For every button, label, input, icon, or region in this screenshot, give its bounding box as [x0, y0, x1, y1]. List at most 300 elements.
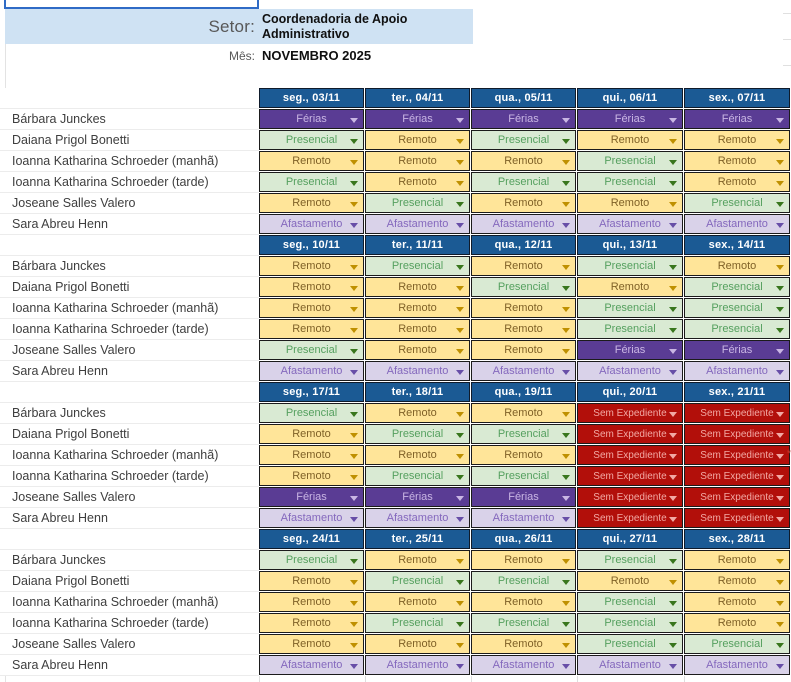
status-cell[interactable] [684, 214, 790, 234]
dropdown-arrow-icon[interactable] [456, 286, 464, 291]
status-cell[interactable] [471, 655, 576, 675]
day-header-cell[interactable] [684, 529, 790, 549]
day-header-cell[interactable] [259, 88, 364, 108]
status-cell[interactable] [577, 403, 683, 423]
status-cell[interactable] [259, 592, 364, 612]
status-label: Remoto [504, 638, 543, 650]
status-cell[interactable] [259, 319, 364, 339]
dropdown-arrow-icon[interactable] [776, 118, 784, 123]
status-cell[interactable] [684, 571, 790, 591]
status-cell[interactable] [365, 424, 470, 444]
person-name-cell[interactable] [0, 445, 259, 466]
status-cell[interactable] [684, 550, 790, 570]
person-name-cell[interactable] [0, 361, 259, 382]
status-cell[interactable] [577, 109, 683, 129]
dropdown-arrow-icon[interactable] [776, 643, 784, 648]
status-cell[interactable] [471, 592, 576, 612]
status-cell[interactable] [471, 445, 576, 465]
dropdown-arrow-icon[interactable] [669, 580, 677, 585]
status-cell[interactable] [365, 277, 470, 297]
status-label: Presencial [711, 197, 763, 209]
dropdown-arrow-icon[interactable] [669, 475, 677, 480]
dropdown-arrow-icon[interactable] [669, 118, 677, 123]
status-cell[interactable] [365, 172, 470, 192]
schedule-row [0, 424, 791, 445]
day-header-cell[interactable] [471, 235, 576, 255]
status-cell[interactable] [577, 151, 683, 171]
status-cell[interactable] [365, 592, 470, 612]
schedule-row [0, 592, 791, 613]
dropdown-arrow-icon[interactable] [562, 160, 570, 165]
status-cell[interactable] [684, 445, 790, 465]
dropdown-arrow-icon[interactable] [776, 139, 784, 144]
dropdown-arrow-icon[interactable] [669, 202, 677, 207]
dropdown-arrow-icon[interactable] [350, 580, 358, 585]
dropdown-arrow-icon[interactable] [669, 223, 677, 228]
schedule-row [0, 172, 791, 193]
dropdown-arrow-icon[interactable] [669, 265, 677, 270]
status-cell[interactable] [577, 445, 683, 465]
person-name-cell[interactable] [0, 487, 259, 508]
dropdown-arrow-icon[interactable] [776, 454, 784, 459]
dropdown-arrow-icon[interactable] [776, 475, 784, 480]
status-cell[interactable] [471, 151, 576, 171]
dropdown-arrow-icon[interactable] [669, 643, 677, 648]
dropdown-arrow-icon[interactable] [562, 622, 570, 627]
status-cell[interactable] [684, 193, 790, 213]
status-label: Remoto [292, 428, 331, 440]
dropdown-arrow-icon[interactable] [562, 349, 570, 354]
status-cell[interactable] [471, 340, 576, 360]
dropdown-arrow-icon[interactable] [456, 349, 464, 354]
status-cell[interactable] [684, 613, 790, 633]
person-name-cell[interactable] [0, 214, 259, 235]
status-cell[interactable] [471, 550, 576, 570]
person-name-cell[interactable] [0, 424, 259, 445]
dropdown-arrow-icon[interactable] [776, 223, 784, 228]
status-cell[interactable] [471, 214, 576, 234]
dropdown-arrow-icon[interactable] [669, 349, 677, 354]
status-cell[interactable] [684, 487, 790, 507]
dropdown-arrow-icon[interactable] [350, 202, 358, 207]
dropdown-arrow-icon[interactable] [776, 202, 784, 207]
dropdown-arrow-icon[interactable] [669, 496, 677, 501]
dropdown-arrow-icon[interactable] [776, 559, 784, 564]
dropdown-arrow-icon[interactable] [350, 517, 358, 522]
dropdown-arrow-icon[interactable] [562, 118, 570, 123]
dropdown-arrow-icon[interactable] [456, 517, 464, 522]
status-cell[interactable] [684, 403, 790, 423]
status-cell[interactable] [259, 571, 364, 591]
status-cell[interactable] [684, 130, 790, 150]
dropdown-arrow-icon[interactable] [456, 580, 464, 585]
day-header-cell[interactable] [259, 235, 364, 255]
dropdown-arrow-icon[interactable] [776, 181, 784, 186]
day-header-cell[interactable] [471, 529, 576, 549]
status-cell[interactable] [577, 424, 683, 444]
day-header-cell[interactable] [365, 235, 470, 255]
dropdown-arrow-icon[interactable] [562, 328, 570, 333]
status-cell[interactable] [365, 571, 470, 591]
dropdown-arrow-icon[interactable] [456, 265, 464, 270]
dropdown-arrow-icon[interactable] [562, 475, 570, 480]
dropdown-arrow-icon[interactable] [562, 454, 570, 459]
day-header-cell[interactable] [259, 382, 364, 402]
status-cell[interactable] [259, 424, 364, 444]
status-cell[interactable] [471, 109, 576, 129]
dropdown-arrow-icon[interactable] [669, 454, 677, 459]
dropdown-arrow-icon[interactable] [456, 559, 464, 564]
dropdown-arrow-icon[interactable] [776, 412, 784, 417]
status-cell[interactable] [471, 424, 576, 444]
status-cell[interactable] [577, 214, 683, 234]
dropdown-arrow-icon[interactable] [350, 496, 358, 501]
status-cell[interactable] [471, 130, 576, 150]
dropdown-arrow-icon[interactable] [456, 160, 464, 165]
person-name-cell[interactable] [0, 592, 259, 613]
status-cell[interactable] [259, 403, 364, 423]
person-name-cell[interactable] [0, 550, 259, 571]
dropdown-arrow-icon[interactable] [776, 370, 784, 375]
status-cell[interactable] [259, 361, 364, 381]
day-header-cell[interactable] [577, 529, 683, 549]
dropdown-arrow-icon[interactable] [350, 307, 358, 312]
status-cell[interactable] [577, 172, 683, 192]
status-label: Presencial [711, 323, 763, 335]
status-cell[interactable] [259, 634, 364, 654]
status-cell[interactable] [365, 193, 470, 213]
dropdown-arrow-icon[interactable] [562, 265, 570, 270]
status-cell[interactable] [577, 319, 683, 339]
status-cell[interactable] [365, 340, 470, 360]
dropdown-arrow-icon[interactable] [562, 643, 570, 648]
dropdown-arrow-icon[interactable] [669, 286, 677, 291]
day-header-cell[interactable] [684, 382, 790, 402]
status-cell[interactable] [365, 298, 470, 318]
status-cell[interactable] [259, 277, 364, 297]
status-cell[interactable] [365, 466, 470, 486]
dropdown-arrow-icon[interactable] [350, 160, 358, 165]
status-cell[interactable] [684, 298, 790, 318]
dropdown-arrow-icon[interactable] [350, 643, 358, 648]
status-cell[interactable] [259, 655, 364, 675]
status-cell[interactable] [471, 487, 576, 507]
person-name-cell[interactable] [0, 319, 259, 340]
status-cell[interactable] [259, 298, 364, 318]
status-cell[interactable] [471, 403, 576, 423]
person-name: Sara Abreu Henn [12, 511, 108, 525]
status-cell[interactable] [577, 277, 683, 297]
dropdown-arrow-icon[interactable] [562, 223, 570, 228]
dropdown-arrow-icon[interactable] [776, 328, 784, 333]
status-cell[interactable] [577, 340, 683, 360]
dropdown-arrow-icon[interactable] [776, 580, 784, 585]
dropdown-arrow-icon[interactable] [562, 202, 570, 207]
status-cell[interactable] [365, 319, 470, 339]
status-cell[interactable] [259, 508, 364, 528]
day-header-cell[interactable] [471, 382, 576, 402]
dropdown-arrow-icon[interactable] [350, 433, 358, 438]
dropdown-arrow-icon[interactable] [350, 286, 358, 291]
dropdown-arrow-icon[interactable] [350, 349, 358, 354]
status-cell[interactable] [577, 550, 683, 570]
person-name-cell[interactable] [0, 151, 259, 172]
dropdown-arrow-icon[interactable] [456, 223, 464, 228]
schedule-row [0, 340, 791, 361]
status-label: Remoto [717, 134, 757, 146]
person-name-cell[interactable] [0, 256, 259, 277]
dropdown-arrow-icon[interactable] [456, 328, 464, 333]
dropdown-arrow-icon[interactable] [350, 664, 358, 669]
dropdown-arrow-icon[interactable] [456, 118, 464, 123]
dropdown-arrow-icon[interactable] [350, 412, 358, 417]
dropdown-arrow-icon[interactable] [456, 601, 464, 606]
dropdown-arrow-icon[interactable] [350, 328, 358, 333]
status-cell[interactable] [365, 634, 470, 654]
dropdown-arrow-icon[interactable] [350, 118, 358, 123]
person-name-cell[interactable] [0, 655, 259, 676]
status-cell[interactable] [365, 445, 470, 465]
status-cell[interactable] [684, 634, 790, 654]
dropdown-arrow-icon[interactable] [669, 370, 677, 375]
dropdown-arrow-icon[interactable] [562, 664, 570, 669]
dropdown-arrow-icon[interactable] [456, 622, 464, 627]
dropdown-arrow-icon[interactable] [350, 475, 358, 480]
status-cell[interactable] [684, 424, 790, 444]
status-cell[interactable] [365, 508, 470, 528]
day-header-cell[interactable] [577, 382, 683, 402]
status-label: Afastamento [706, 659, 768, 671]
dropdown-arrow-icon[interactable] [669, 664, 677, 669]
status-cell[interactable] [577, 466, 683, 486]
status-cell[interactable] [259, 256, 364, 276]
person-name-cell[interactable] [0, 508, 259, 529]
status-cell[interactable] [259, 151, 364, 171]
status-cell[interactable] [471, 193, 576, 213]
status-cell[interactable] [471, 466, 576, 486]
dropdown-arrow-icon[interactable] [776, 496, 784, 501]
status-cell[interactable] [577, 571, 683, 591]
day-header-cell[interactable] [577, 235, 683, 255]
status-cell[interactable] [577, 634, 683, 654]
status-cell[interactable] [471, 277, 576, 297]
dropdown-arrow-icon[interactable] [776, 265, 784, 270]
status-cell[interactable] [259, 130, 364, 150]
schedule-row [0, 277, 791, 298]
dropdown-arrow-icon[interactable] [669, 307, 677, 312]
status-cell[interactable] [577, 361, 683, 381]
dropdown-arrow-icon[interactable] [562, 139, 570, 144]
person-name-cell[interactable] [0, 613, 259, 634]
dropdown-arrow-icon[interactable] [776, 307, 784, 312]
dropdown-arrow-icon[interactable] [669, 433, 677, 438]
status-cell[interactable] [577, 592, 683, 612]
day-header-cell[interactable] [365, 529, 470, 549]
status-cell[interactable] [365, 109, 470, 129]
status-cell[interactable] [471, 613, 576, 633]
dropdown-arrow-icon[interactable] [669, 559, 677, 564]
status-cell[interactable] [684, 151, 790, 171]
dropdown-arrow-icon[interactable] [456, 181, 464, 186]
status-cell[interactable] [259, 214, 364, 234]
dropdown-arrow-icon[interactable] [456, 454, 464, 459]
status-cell[interactable] [259, 109, 364, 129]
dropdown-arrow-icon[interactable] [562, 517, 570, 522]
status-cell[interactable] [365, 361, 470, 381]
day-header-cell[interactable] [471, 88, 576, 108]
status-cell[interactable] [684, 361, 790, 381]
person-name-cell[interactable] [0, 109, 259, 130]
dropdown-arrow-icon[interactable] [776, 601, 784, 606]
status-cell[interactable] [684, 319, 790, 339]
dropdown-arrow-icon[interactable] [456, 307, 464, 312]
dropdown-arrow-icon[interactable] [350, 181, 358, 186]
dropdown-arrow-icon[interactable] [350, 454, 358, 459]
status-cell[interactable] [577, 298, 683, 318]
day-header-cell[interactable] [259, 529, 364, 549]
status-cell[interactable] [471, 172, 576, 192]
person-name-cell[interactable] [0, 634, 259, 655]
dropdown-arrow-icon[interactable] [669, 139, 677, 144]
day-header-cell[interactable] [365, 88, 470, 108]
dropdown-arrow-icon[interactable] [350, 622, 358, 627]
person-name-cell[interactable] [0, 172, 259, 193]
status-cell[interactable] [365, 487, 470, 507]
status-cell[interactable] [365, 655, 470, 675]
status-cell[interactable] [471, 571, 576, 591]
day-header-cell[interactable] [684, 235, 790, 255]
status-cell[interactable] [365, 403, 470, 423]
person-name-cell[interactable] [0, 340, 259, 361]
dropdown-arrow-icon[interactable] [669, 160, 677, 165]
person-name: Daiana Prigol Bonetti [12, 574, 130, 588]
dropdown-arrow-icon[interactable] [669, 412, 677, 417]
dropdown-arrow-icon[interactable] [669, 181, 677, 186]
dropdown-arrow-icon[interactable] [776, 517, 784, 522]
status-cell[interactable] [259, 613, 364, 633]
status-cell[interactable] [577, 613, 683, 633]
dropdown-arrow-icon[interactable] [776, 286, 784, 291]
status-cell[interactable] [684, 340, 790, 360]
dropdown-arrow-icon[interactable] [350, 265, 358, 270]
status-label: Remoto [610, 197, 650, 209]
status-cell[interactable] [471, 256, 576, 276]
status-cell[interactable] [259, 340, 364, 360]
status-cell[interactable] [471, 508, 576, 528]
status-cell[interactable] [684, 256, 790, 276]
person-name-cell[interactable] [0, 571, 259, 592]
dropdown-arrow-icon[interactable] [456, 412, 464, 417]
status-cell[interactable] [577, 130, 683, 150]
dropdown-arrow-icon[interactable] [350, 139, 358, 144]
status-cell[interactable] [577, 508, 683, 528]
status-cell[interactable] [259, 193, 364, 213]
dropdown-arrow-icon[interactable] [669, 328, 677, 333]
person-name-cell[interactable] [0, 298, 259, 319]
person-name-cell[interactable] [0, 277, 259, 298]
person-name-cell[interactable] [0, 466, 259, 487]
status-cell[interactable] [259, 487, 364, 507]
status-cell[interactable] [577, 655, 683, 675]
status-cell[interactable] [684, 508, 790, 528]
status-label: Sem Expediente [700, 470, 774, 482]
dropdown-arrow-icon[interactable] [669, 601, 677, 606]
day-header-cell[interactable] [684, 88, 790, 108]
status-cell[interactable] [365, 550, 470, 570]
dropdown-arrow-icon[interactable] [456, 496, 464, 501]
dropdown-arrow-icon[interactable] [456, 643, 464, 648]
dropdown-arrow-icon[interactable] [456, 475, 464, 480]
dropdown-arrow-icon[interactable] [776, 622, 784, 627]
status-cell[interactable] [365, 214, 470, 234]
status-cell[interactable] [471, 319, 576, 339]
dropdown-arrow-icon[interactable] [562, 412, 570, 417]
status-cell[interactable] [259, 550, 364, 570]
dropdown-arrow-icon[interactable] [562, 307, 570, 312]
dropdown-arrow-icon[interactable] [669, 517, 677, 522]
person-name-cell[interactable] [0, 193, 259, 214]
dropdown-arrow-icon[interactable] [776, 433, 784, 438]
status-cell[interactable] [365, 130, 470, 150]
dropdown-arrow-icon[interactable] [776, 664, 784, 669]
person-name-cell[interactable] [0, 130, 259, 151]
status-cell[interactable] [471, 634, 576, 654]
status-cell[interactable] [684, 172, 790, 192]
dropdown-arrow-icon[interactable] [456, 433, 464, 438]
person-name-cell[interactable] [0, 403, 259, 424]
status-cell[interactable] [365, 256, 470, 276]
status-cell[interactable] [684, 466, 790, 486]
status-cell[interactable] [259, 466, 364, 486]
status-label: Presencial [497, 470, 550, 482]
status-cell[interactable] [684, 109, 790, 129]
status-cell[interactable] [577, 256, 683, 276]
dropdown-arrow-icon[interactable] [350, 370, 358, 375]
dropdown-arrow-icon[interactable] [562, 496, 570, 501]
status-cell[interactable] [365, 151, 470, 171]
status-cell[interactable] [259, 172, 364, 192]
dropdown-arrow-icon[interactable] [562, 433, 570, 438]
dropdown-arrow-icon[interactable] [562, 370, 570, 375]
dropdown-arrow-icon[interactable] [562, 286, 570, 291]
status-cell[interactable] [259, 445, 364, 465]
status-cell[interactable] [684, 655, 790, 675]
status-cell[interactable] [684, 277, 790, 297]
dropdown-arrow-icon[interactable] [776, 349, 784, 354]
dropdown-arrow-icon[interactable] [562, 601, 570, 606]
status-cell[interactable] [365, 613, 470, 633]
status-cell[interactable] [471, 298, 576, 318]
dropdown-arrow-icon[interactable] [669, 622, 677, 627]
dropdown-arrow-icon[interactable] [562, 580, 570, 585]
status-cell[interactable] [577, 193, 683, 213]
dropdown-arrow-icon[interactable] [456, 664, 464, 669]
dropdown-arrow-icon[interactable] [350, 559, 358, 564]
status-cell[interactable] [684, 592, 790, 612]
dropdown-arrow-icon[interactable] [350, 223, 358, 228]
dropdown-arrow-icon[interactable] [456, 202, 464, 207]
dropdown-arrow-icon[interactable] [456, 370, 464, 375]
dropdown-arrow-icon[interactable] [456, 139, 464, 144]
dropdown-arrow-icon[interactable] [350, 601, 358, 606]
dropdown-arrow-icon[interactable] [562, 559, 570, 564]
status-cell[interactable] [577, 487, 683, 507]
day-header-cell[interactable] [365, 382, 470, 402]
status-cell[interactable] [471, 361, 576, 381]
day-header-cell[interactable] [577, 88, 683, 108]
dropdown-arrow-icon[interactable] [562, 181, 570, 186]
dropdown-arrow-icon[interactable] [776, 160, 784, 165]
